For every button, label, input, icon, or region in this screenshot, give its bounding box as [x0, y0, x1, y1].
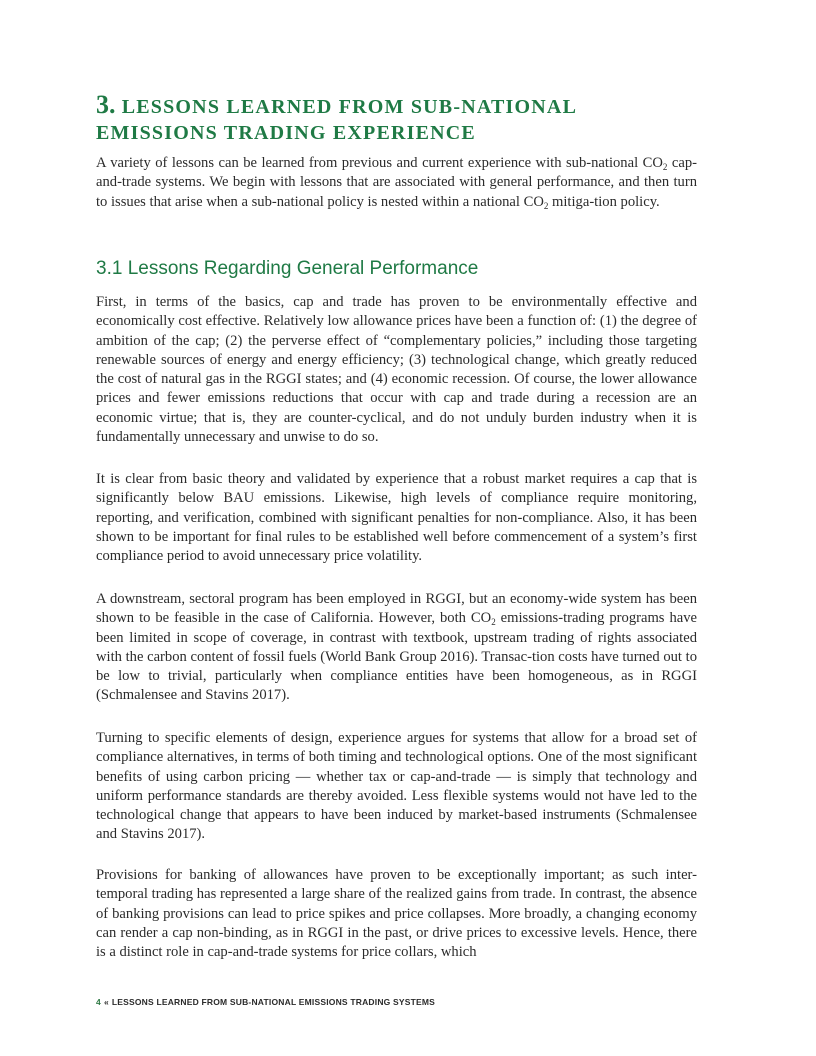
- paragraph-banking: Provisions for banking of allowances have proven to be exceptionally important; as such inter-temporal trading has represented a large share of the realized gains from trade. In contrast, the absence of banking provisions can lead to price spikes and price collapses. More broadly, a changing economy can render a cap non-binding, as in RGGI in the past, or drive prices to excessive levels. Hence, there is a distinct role in cap-and-trade systems for price collars, which: [96, 867, 697, 961]
- chapter-title-line-2: EMISSIONS TRADING EXPERIENCE: [96, 122, 476, 144]
- paragraph-design-elements: Turning to specific elements of design, experience argues for systems that allow for a broad set of compliance alternatives, in terms of both timing and technological options. One of the most significant benefits of using carbon pricing — whether tax or cap-and-trade — is simply that technology and uniform performance standards are thereby avoided. Less flexible systems would not have led to the technological change that appears to have been induced by market-based instruments (Schmalensee and Stavins 2017).: [96, 730, 697, 843]
- co2-subscript: 2: [543, 200, 549, 211]
- paragraph-robust-market: It is clear from basic theory and validated by experience that a robust market requires a cap that is significantly below BAU emissions. Likewise, high levels of compliance require monitoring, reporting, and verification, combined with significant penalties for non-compliance. Also, it has been shown to be important for final rules to be established well before commencement of a system’s first compliance period to avoid unnecessary price volatility.: [96, 471, 697, 565]
- chapter-heading-line-1: [96, 92, 716, 120]
- intro-text-part-2: cap-and-trade systems. We begin with lessons that are associated with general performance, and then turn to issues that arise when a sub-national policy is nested within a national CO: [96, 155, 697, 210]
- intro-paragraph: [96, 154, 697, 212]
- downstream-text-part-2: emissions-trading programs have been limited in scope of coverage, in contrast with textbook, upstream trading of rights associated with the carbon content of fossil fuels (World Bank Group 2016). Transac-tion costs have turned out to be low to trivial, particularly when compliance entities have been homogeneous, as in RGGI (Schmalensee and Stavins 2017).: [96, 610, 697, 704]
- chapter-heading: [96, 92, 716, 146]
- chapter-number: 3.: [96, 90, 116, 119]
- page-footer: [96, 997, 435, 1007]
- page-number: 4: [96, 997, 101, 1007]
- section-title: 3.1 Lessons Regarding General Performance: [96, 258, 479, 279]
- paragraph-basics: First, in terms of the basics, cap and trade has proven to be environmentally effective and economically cost effective. Relatively low allowance prices have been a function of: (1) the degree of ambition of the cap; (2) the perverse effect of “complementary policies,” including those targeting renewable sources of energy and energy efficiency; (3) technological change, which greatly reduced the cost of natural gas in the RGGI states; and (4) economic recession. Of course, the lower allowance prices and fewer emissions reductions that occur with cap and trade during a recession are an economic virtue; that is, they are counter-cyclical, and do not unduly burden industry when it is fundamentally unnecessary and unwise to do so.: [96, 294, 697, 446]
- paragraph-downstream-program: [96, 590, 697, 706]
- co2-subscript: 2: [491, 617, 496, 628]
- intro-text-part-1: A variety of lessons can be learned from previous and current experience with sub-national CO: [96, 155, 663, 171]
- footer-separator: «: [103, 997, 109, 1007]
- downstream-text-part-1: A downstream, sectoral program has been employed in RGGI, but an economy-wide system has been shown to be feasible in the case of California. However, both CO: [96, 591, 697, 627]
- running-title: LESSONS LEARNED FROM SUB-NATIONAL EMISSIONS TRADING SYSTEMS: [111, 997, 436, 1007]
- co2-subscript: 2: [662, 162, 668, 172]
- chapter-title-line-1: LESSONS LEARNED FROM SUB-NATIONAL: [115, 96, 578, 118]
- intro-text-part-3: mitiga-tion policy.: [548, 193, 660, 210]
